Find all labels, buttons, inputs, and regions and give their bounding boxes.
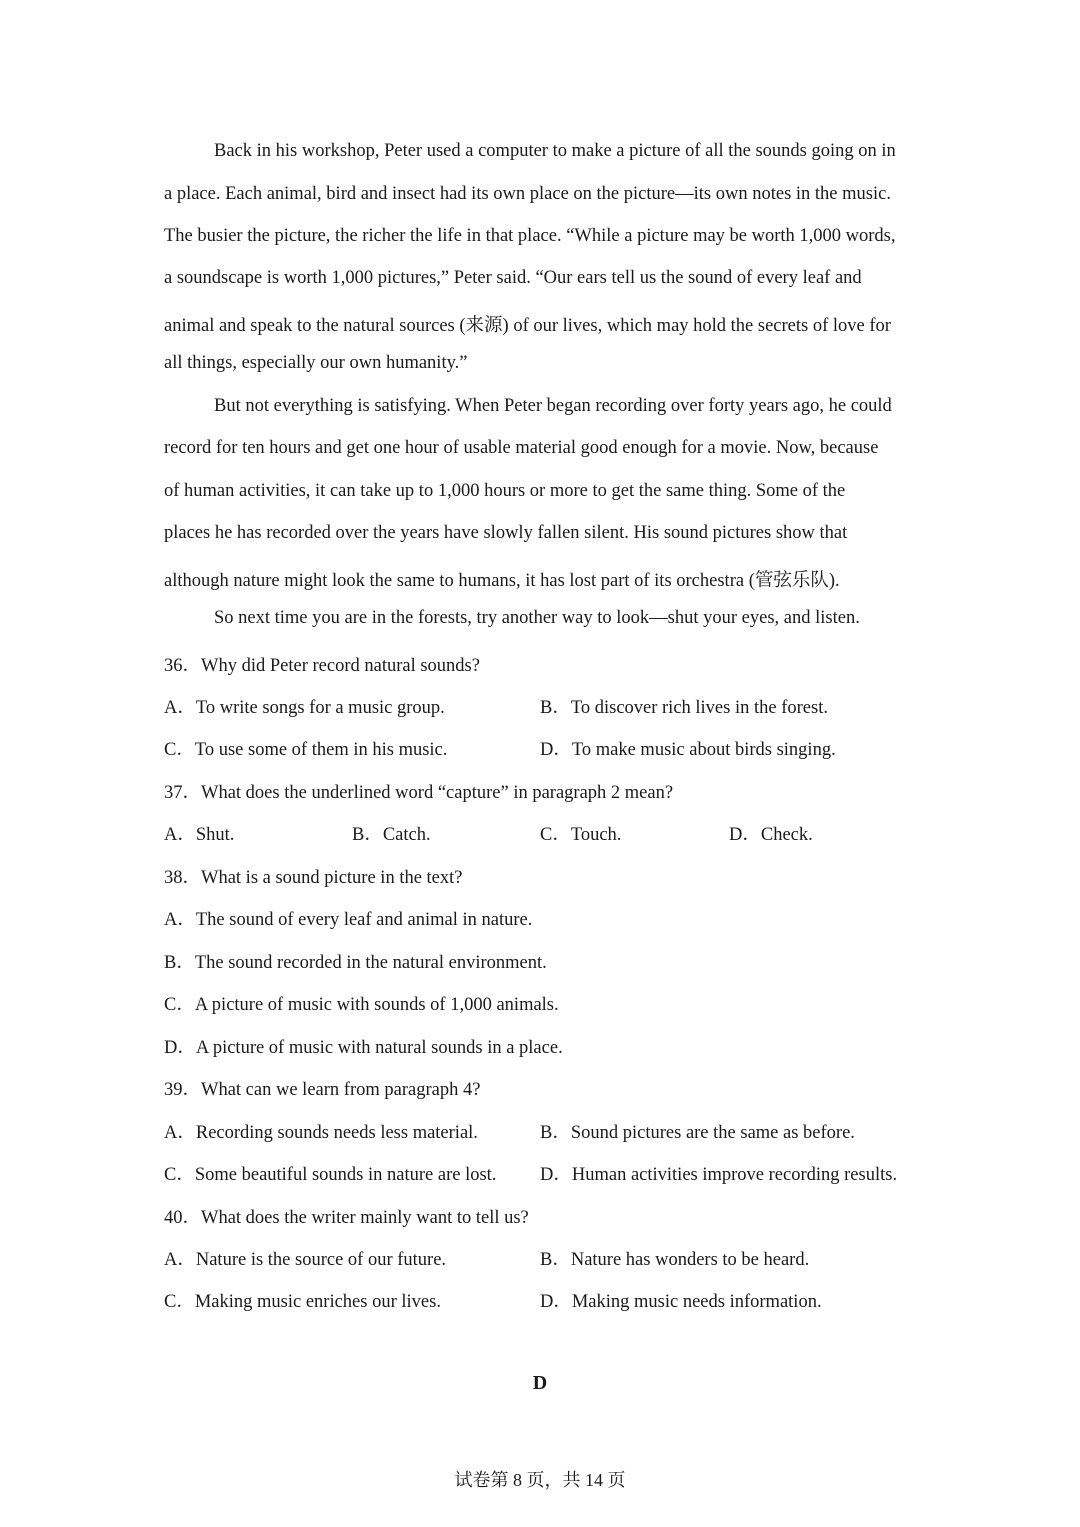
passage-line: Back in his workshop, Peter used a computer to make a picture of all the sounds going on in — [214, 141, 896, 161]
question-39-stem: 39．What can we learn from paragraph 4? — [164, 1080, 481, 1100]
question-40-stem: 40．What does the writer mainly want to tell us? — [164, 1208, 529, 1228]
passage-line: a soundscape is worth 1,000 pictures,” Peter said. “Our ears tell us the sound of every leaf and — [164, 268, 862, 288]
question-40-options-row1 — [0, 1245, 1080, 1271]
option-d[interactable]: D．Check. — [729, 825, 813, 845]
question-40-options-row2 — [0, 1287, 1080, 1313]
passage-line: So next time you are in the forests, try another way to look—shut your eyes, and listen. — [214, 608, 860, 628]
option-d[interactable]: D．Human activities improve recording results. — [540, 1165, 898, 1185]
option-b[interactable]: B．Catch. — [352, 825, 431, 845]
question-37-options — [0, 820, 1080, 846]
option-a[interactable]: A．To write songs for a music group. — [164, 698, 445, 718]
option-a[interactable]: A．The sound of every leaf and animal in nature. — [164, 910, 533, 930]
passage-line: The busier the picture, the richer the life in that place. “While a picture may be worth 1,000 words, — [164, 226, 896, 246]
question-39-options-row2 — [0, 1160, 1080, 1186]
question-37-stem: 37．What does the underlined word “capture” in paragraph 2 mean? — [164, 783, 674, 803]
option-c[interactable]: C．Making music enriches our lives. — [164, 1292, 441, 1312]
question-36-stem: 36．Why did Peter record natural sounds? — [164, 656, 480, 676]
question-36-options-row1 — [0, 693, 1080, 719]
option-b[interactable]: B．Sound pictures are the same as before. — [540, 1123, 855, 1143]
passage-line: although nature might look the same to humans, it has lost part of its orchestra (管弦乐队). — [164, 571, 840, 591]
passage-line: animal and speak to the natural sources (来源) of our lives, which may hold the secrets of love for — [164, 316, 891, 336]
passage-line: But not everything is satisfying. When Peter began recording over forty years ago, he could — [214, 396, 892, 416]
option-c[interactable]: C．Touch. — [540, 825, 622, 845]
option-c[interactable]: C．To use some of them in his music. — [164, 740, 448, 760]
question-39-options-row1 — [0, 1118, 1080, 1144]
passage-line: a place. Each animal, bird and insect had its own place on the picture—its own notes in the music. — [164, 184, 891, 204]
section-heading: D — [532, 1372, 548, 1394]
passage-line: record for ten hours and get one hour of usable material good enough for a movie. Now, because — [164, 438, 879, 458]
option-d[interactable]: D．Making music needs information. — [540, 1292, 822, 1312]
page-footer: 试卷第 8 页，共 14 页 — [454, 1470, 626, 1490]
option-c[interactable]: C．A picture of music with sounds of 1,000 animals. — [164, 995, 559, 1015]
option-b[interactable]: B．Nature has wonders to be heard. — [540, 1250, 810, 1270]
question-36-options-row2 — [0, 735, 1080, 761]
option-d[interactable]: D．A picture of music with natural sounds in a place. — [164, 1038, 563, 1058]
option-b[interactable]: B．The sound recorded in the natural environment. — [164, 953, 547, 973]
question-38-stem: 38．What is a sound picture in the text? — [164, 868, 463, 888]
passage-line: all things, especially our own humanity.” — [164, 353, 468, 373]
option-d[interactable]: D．To make music about birds singing. — [540, 740, 836, 760]
option-a[interactable]: A．Shut. — [164, 825, 235, 845]
passage-line: places he has recorded over the years have slowly fallen silent. His sound pictures show that — [164, 523, 848, 543]
passage-line: of human activities, it can take up to 1,000 hours or more to get the same thing. Some of the — [164, 481, 846, 501]
option-a[interactable]: A．Nature is the source of our future. — [164, 1250, 447, 1270]
option-a[interactable]: A．Recording sounds needs less material. — [164, 1123, 478, 1143]
option-b[interactable]: B．To discover rich lives in the forest. — [540, 698, 828, 718]
option-c[interactable]: C．Some beautiful sounds in nature are lost. — [164, 1165, 497, 1185]
